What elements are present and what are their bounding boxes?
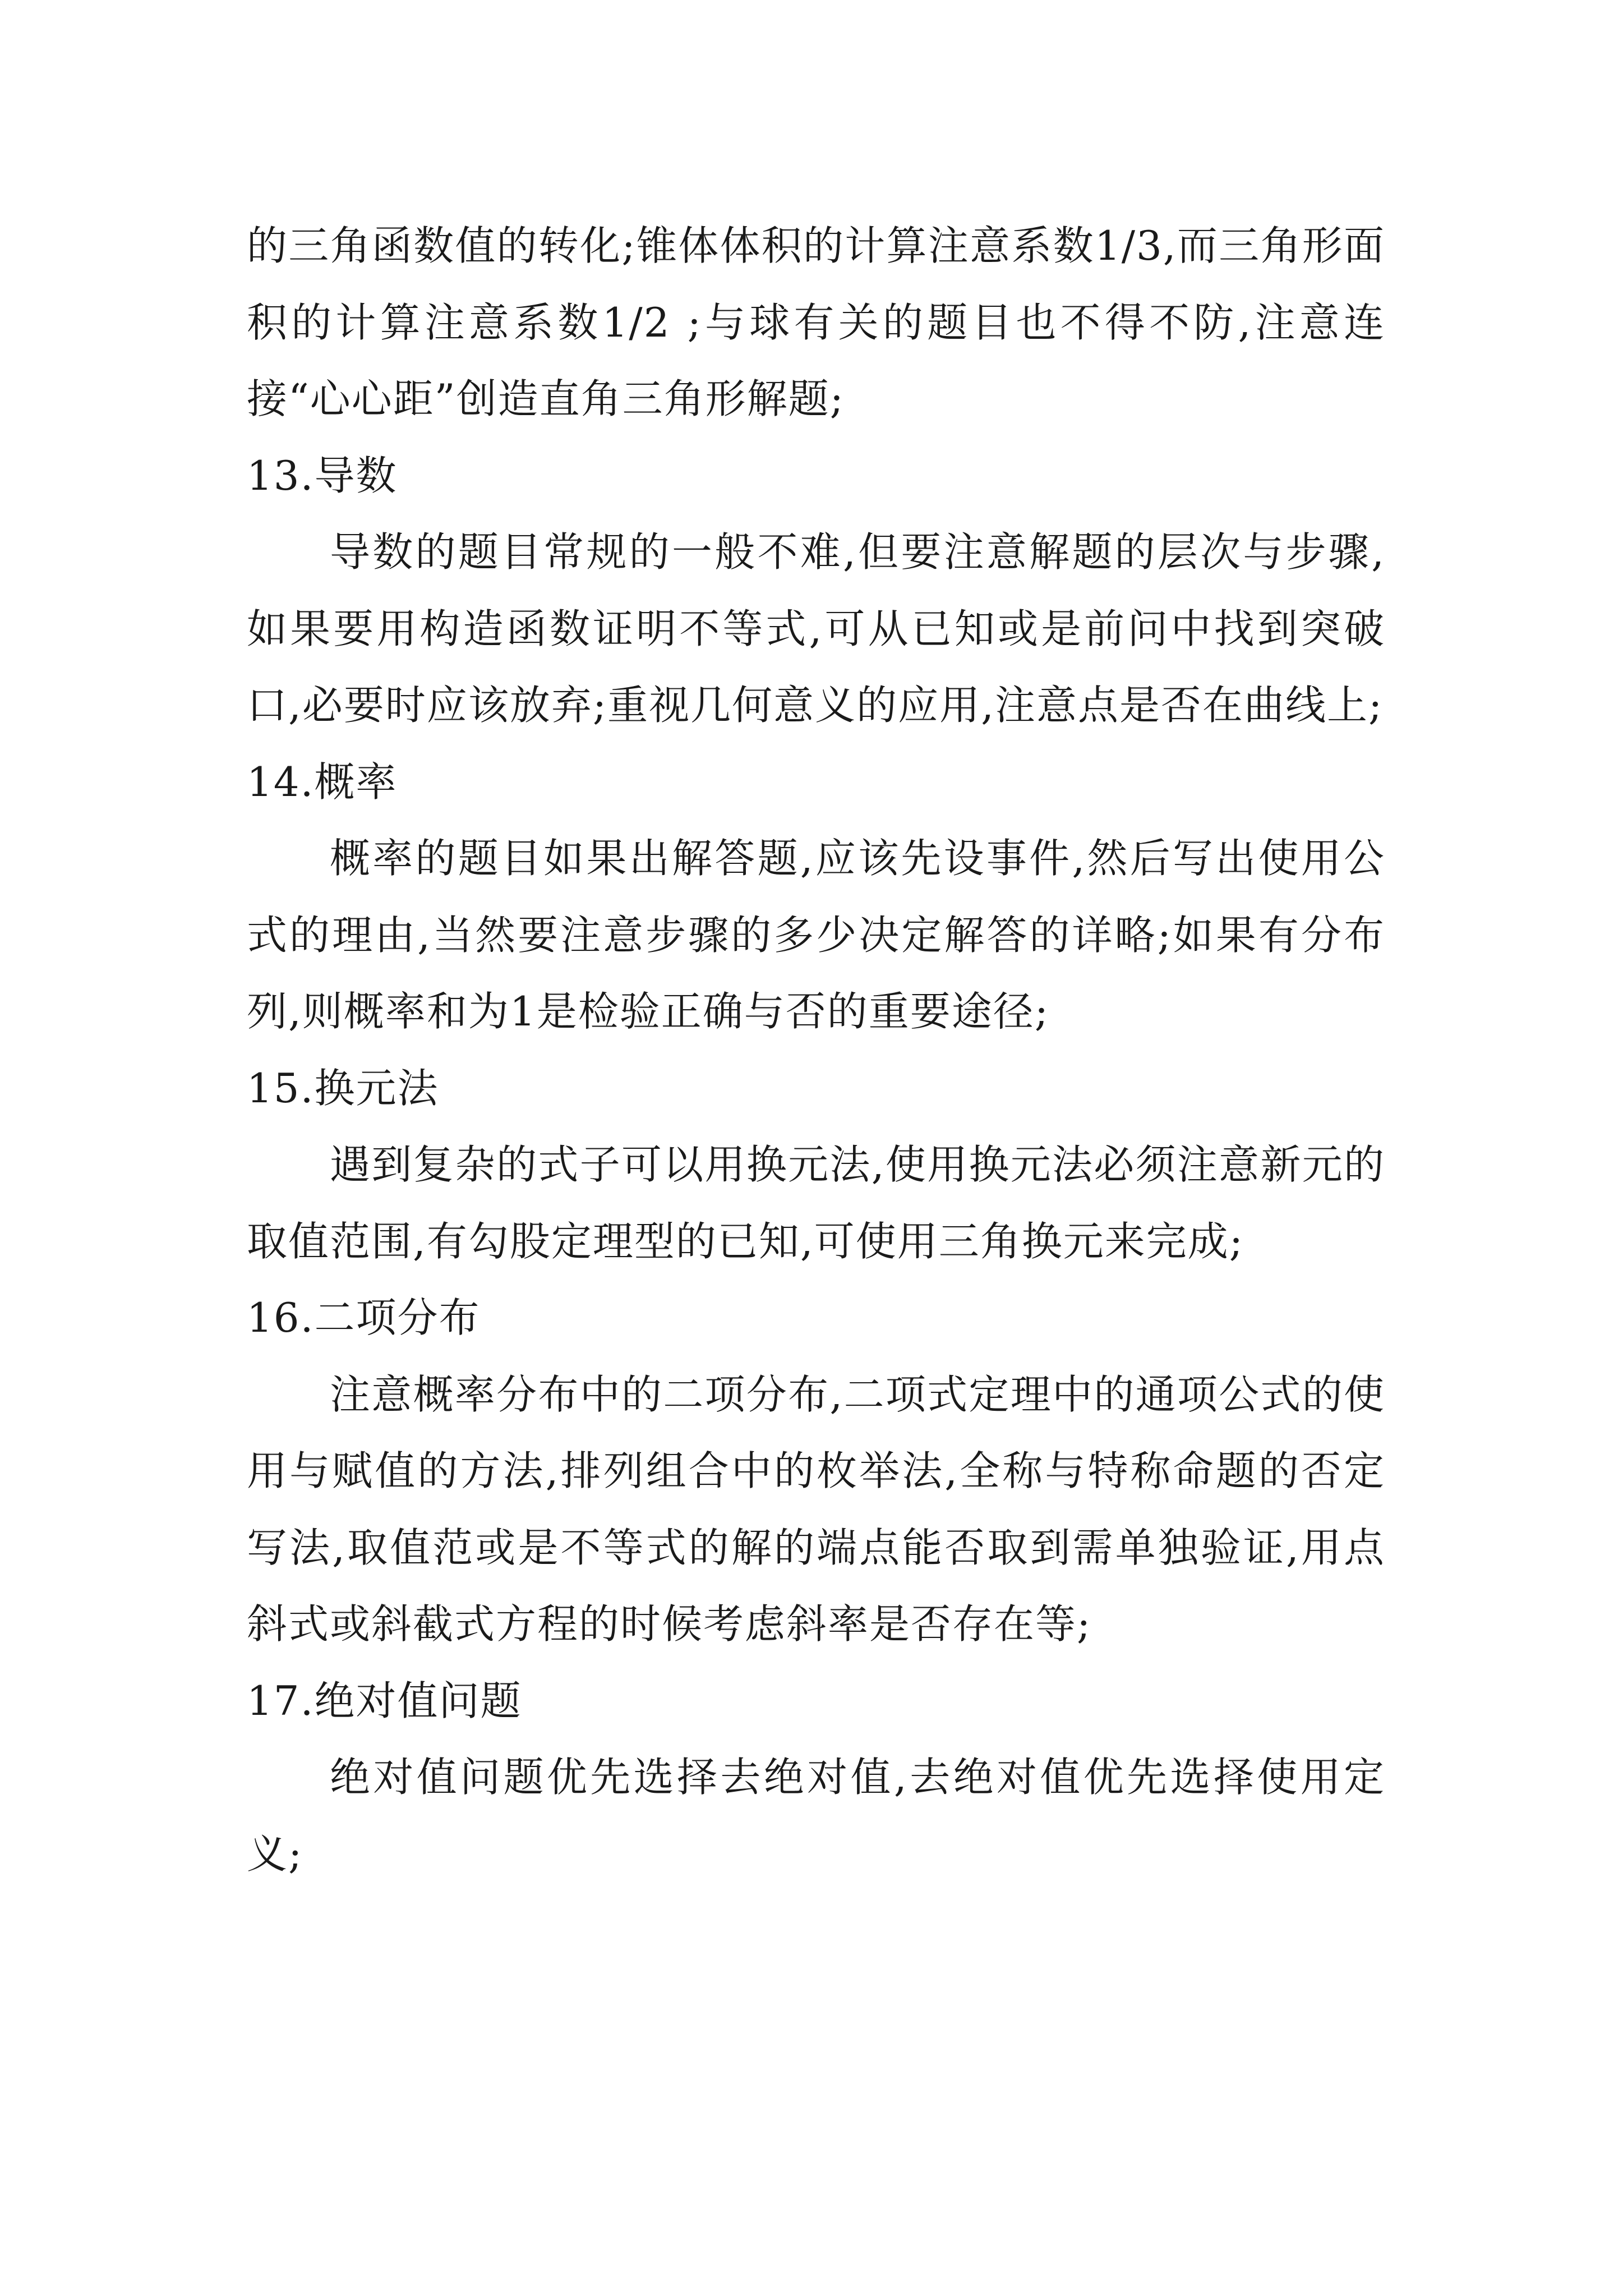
paragraph-binomial: 注意概率分布中的二项分布,二项式定理中的通项公式的使用与赋值的方法,排列组合中的枚举法,全称与特称命题的否定写法,取值范或是不等式的解的端点能否取到需单独验证,用点斜式或斜截式方程的时候考虑斜率是否存在等; bbox=[247, 1370, 1385, 1648]
document-body bbox=[247, 208, 1385, 1892]
section-heading-17: 17.绝对值问题 bbox=[247, 1677, 522, 1724]
paragraph-absolute-value: 绝对值问题优先选择去绝对值,去绝对值优先选择使用定义; bbox=[247, 1754, 1385, 1878]
paragraph-derivative: 导数的题目常规的一般不难,但要注意解题的层次与步骤,如果要用构造函数证明不等式,可从已知或是前问中找到突破口,必要时应该放弃;重视几何意义的应用,注意点是否在曲线上; bbox=[247, 528, 1385, 729]
section-heading-15: 15.换元法 bbox=[247, 1064, 439, 1112]
section-heading-16: 16.二项分布 bbox=[247, 1294, 481, 1341]
paragraph-substitution: 遇到复杂的式子可以用换元法,使用换元法必须注意新元的取值范围,有勾股定理型的已知,可使用三角换元来完成; bbox=[247, 1141, 1385, 1265]
paragraph-continued: 的三角函数值的转化;锥体体积的计算注意系数1/3,而三角形面积的计算注意系数1/2 ;与球有关的题目也不得不防,注意连接“心心距”创造直角三角形解题; bbox=[247, 222, 1385, 422]
section-heading-14: 14.概率 bbox=[247, 758, 398, 806]
section-heading-13: 13.导数 bbox=[247, 452, 398, 499]
paragraph-probability: 概率的题目如果出解答题,应该先设事件,然后写出使用公式的理由,当然要注意步骤的多少决定解答的详略;如果有分布列,则概率和为1是检验正确与否的重要途径; bbox=[247, 835, 1385, 1035]
